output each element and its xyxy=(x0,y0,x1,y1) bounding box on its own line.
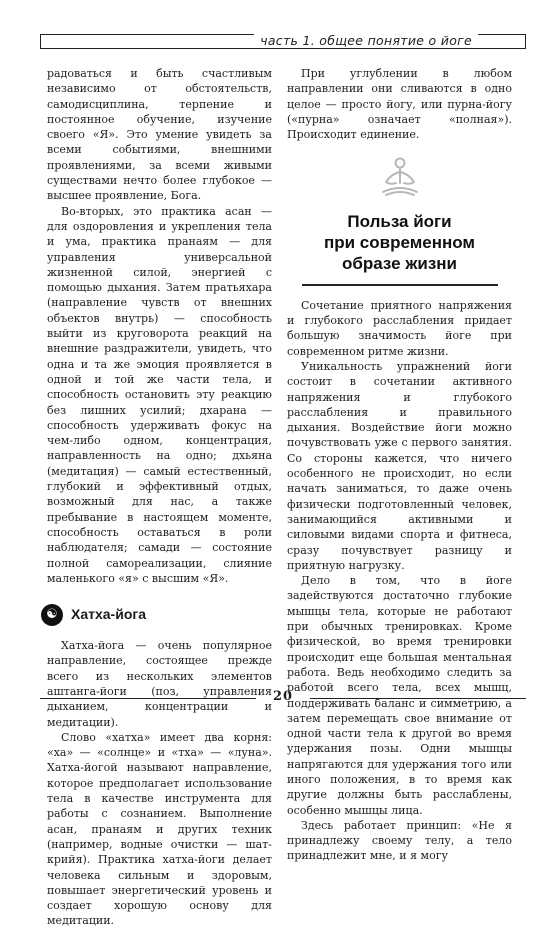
paragraph: Уникальность упражнений йоги состоит в сочетании активного напряжения и глубокого расслабления и правильного дыхания. Воздействие йоги можно почувствовать уже с первого занятия. Со стороны кажется, что ничего особенного не происходит, но если начать заниматься, то даже очень физически подготовленный человек, занимающийся активными и силовыми видами спорта и фитнеса, сразу почувствует разницу и приятную нагрузку. xyxy=(287,359,512,572)
left-column xyxy=(47,66,272,929)
header-tick-left xyxy=(40,34,41,48)
paragraph: Дело в том, что в йоге задействуются достаточно глубокие мышцы тела, которые не работают при обычных тренировках. Кроме физической, во время тренировки происходит еще большая ментальная работа. Ведь необходимо следить за работой всего тела, всех мышц, поддерживать баланс и симметрию, а затем перемещать свое внимание от одной части тела к другой во время удержания позы. Одни мышцы напрягаются для удержания того или иного положения, в то время как другие должны быть расслаблены, особенно мышцы лица. xyxy=(287,574,512,817)
paragraph: Слово «хатха» имеет два корня: «ха» — «солнце» и «тха» — «луна». Хатха-йогой называют направление, которое предполагает использование тела в качестве инструмента для работы с сознанием. Выполнение асан, пранаям и других техник (например, водные очистки — шат-крийя). Практика хатха-йоги делает человека сильным и здоровым, повышает энергетический уровень и создает хорошую основу для медитации. xyxy=(47,730,272,928)
box-title-line: образе жизни xyxy=(341,253,457,273)
header-rule-bottom xyxy=(40,48,526,49)
meditating-figure-icon xyxy=(287,156,512,204)
paragraph: Хатха-йога — очень популярное направление, состоящее прежде всего из нескольких элементов аштанга-йоги (поз, управления дыханием, концентрации и медитации). xyxy=(47,639,272,729)
section-title: Хатха-йога xyxy=(71,606,146,623)
section-heading xyxy=(41,604,272,626)
paragraph: При углублении в любом направлении они сливаются в одно целое — просто йогу, или пурна-йогу («пурна» означает «полная»). Происходит единение. xyxy=(287,67,512,142)
page-number: 20 xyxy=(272,689,294,704)
box-title-line: при современном xyxy=(323,232,476,252)
right-column xyxy=(287,66,512,864)
paragraph: радоваться и быть счастливым независимо от обстоятельств, самодисциплина, терпение и постоянное обучение, изучение своего «Я». Это умение увидеть за всеми событиями, внешними проявлениями, за всеми живыми существами нечто более глубокое — высшее проявление, Бога. xyxy=(47,67,272,203)
paragraph: Здесь работает принцип: «Не я принадлежу своему телу, а тело принадлежит мне, и я могу xyxy=(287,818,512,863)
paragraph: Во-вторых, это практика асан — для оздоровления и укрепления тела и ума, практика пранаям — для управления универсальной жизненной силой, энергией с помощью дыхания. Затем пратьяхара (направление чувств от внешних объектов внутрь) — способность выйти из круговорота реакций на внешние раздражители, увидеть, что одна и та же эмоция проявляется в одной и той же части тела, и способность остановить эту реакцию без лишних усилий; дхарана — способность удерживать фокус на чем-либо одном, концентрация, направленность на одно; дхьяна (медитация) — самый естественный, глубокий и эффективный отдых, возможный для нас, а также пребывание в настоящем моменте, способность оставаться в роли наблюдателя; самади — состояние полной самореализации, слияние маленького «я» с высшим «Я». xyxy=(47,204,272,585)
box-divider xyxy=(302,284,498,286)
box-title-line: Польза йоги xyxy=(347,211,452,231)
header-tick-right xyxy=(525,34,526,48)
box-title xyxy=(287,211,512,274)
yin-yang-icon: ☯ xyxy=(41,604,63,626)
running-header xyxy=(40,26,526,56)
running-head-text: часть 1. общее понятие о йоге xyxy=(254,33,478,48)
page-footer xyxy=(40,688,526,708)
paragraph: Сочетание приятного напряжения и глубокого расслабления придает большую значимость йоге при современном ритме жизни. xyxy=(287,298,512,358)
